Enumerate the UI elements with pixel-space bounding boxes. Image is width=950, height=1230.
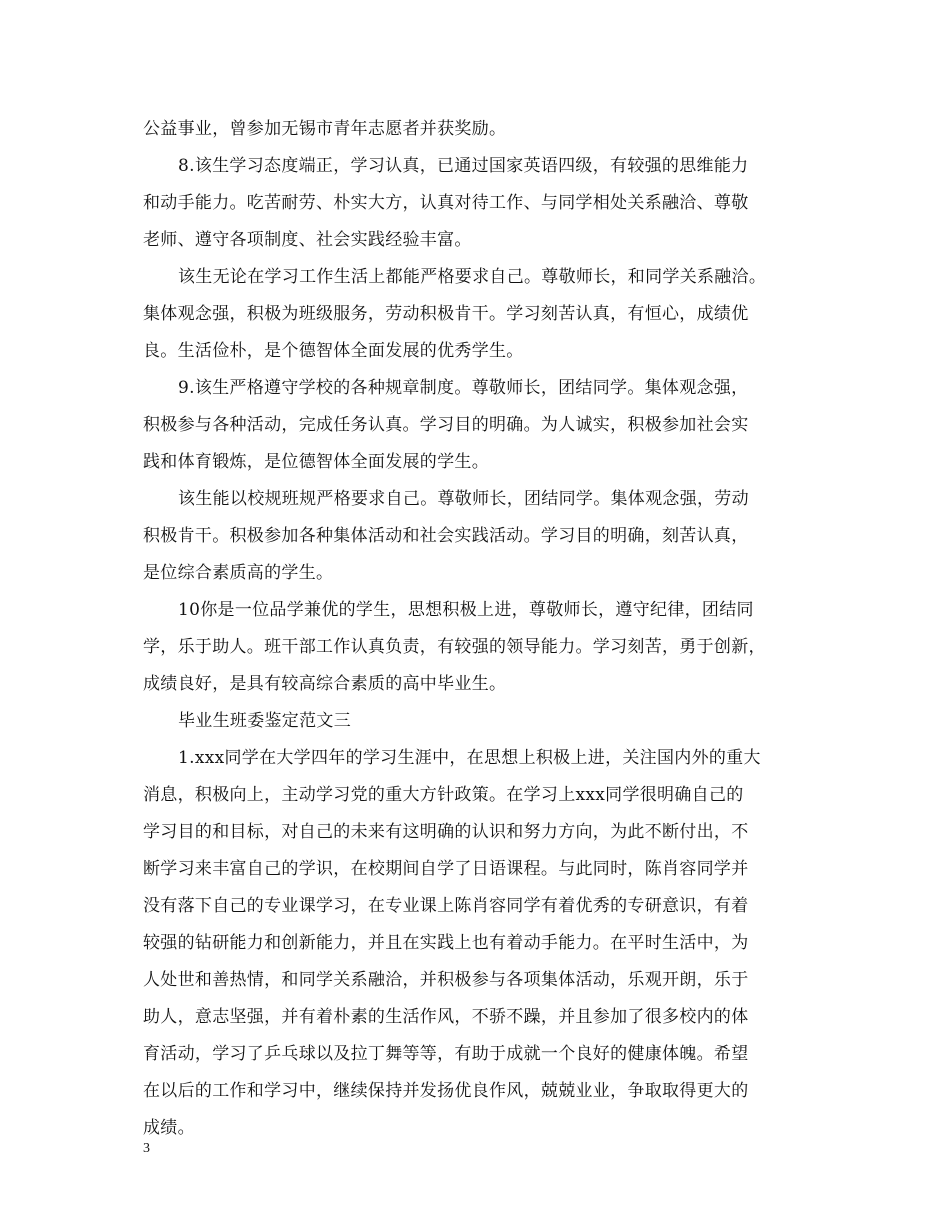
text-line: 消息，积极向上，主动学习党的重大方针政策。在学习上xxx同学很明确自己的 bbox=[143, 785, 744, 805]
text-line: 在以后的工作和学习中，继续保持并发扬优良作风，兢兢业业，争取取得更大的 bbox=[143, 1081, 749, 1101]
text-line: 9.该生严格遵守学校的各种规章制度。尊敬师长，团结同学。集体观念强， bbox=[178, 378, 749, 398]
text-line: 该生无论在学习工作生活上都能严格要求自己。尊敬师长，和同学关系融洽。 bbox=[178, 267, 767, 287]
text-line: 10你是一位品学兼优的学生，思想积极上进，尊敬师长，遵守纪律，团结同 bbox=[178, 600, 754, 620]
text-line: 较强的钻研能力和创新能力，并且在实践上也有着动手能力。在平时生活中，为 bbox=[143, 933, 749, 953]
text-line: 是位综合素质高的学生。 bbox=[143, 563, 334, 583]
text-line: 践和体育锻炼，是位德智体全面发展的学生。 bbox=[143, 452, 489, 472]
text-line: 公益事业，曾参加无锡市青年志愿者并获奖励。 bbox=[143, 119, 507, 139]
text-line: 该生能以校规班规严格要求自己。尊敬师长，团结同学。集体观念强，劳动 bbox=[178, 489, 749, 509]
text-line: 老师、遵守各项制度、社会实践经验丰富。 bbox=[143, 230, 472, 250]
text-line: 没有落下自己的专业课学习，在专业课上陈肖容同学有着优秀的专研意识，有着 bbox=[143, 896, 749, 916]
text-line: 助人，意志坚强，并有着朴素的生活作风，不骄不躁，并且参加了很多校内的体 bbox=[143, 1007, 749, 1027]
text-line: 8.该生学习态度端正，学习认真，已通过国家英语四级，有较强的思维能力 bbox=[178, 156, 749, 176]
text-line: 成绩。 bbox=[143, 1118, 195, 1138]
text-line: 积极参与各种活动，完成任务认真。学习目的明确。为人诚实，积极参加社会实 bbox=[143, 415, 749, 435]
text-line: 良。生活俭朴，是个德智体全面发展的优秀学生。 bbox=[143, 341, 524, 361]
text-line: 育活动，学习了乒乓球以及拉丁舞等等，有助于成就一个良好的健康体魄。希望 bbox=[143, 1044, 749, 1064]
text-line: 集体观念强，积极为班级服务，劳动积极肯干。学习刻苦认真，有恒心，成绩优 bbox=[143, 304, 749, 324]
text-line: 成绩良好，是具有较高综合素质的高中毕业生。 bbox=[143, 674, 507, 694]
text-line: 积极肯干。积极参加各种集体活动和社会实践活动。学习目的明确，刻苦认真， bbox=[143, 526, 749, 546]
text-line: 人处世和善热情，和同学关系融洽，并积极参与各项集体活动，乐观开朗，乐于 bbox=[143, 970, 749, 990]
text-line: 断学习来丰富自己的学识，在校期间自学了日语课程。与此同时，陈肖容同学并 bbox=[143, 859, 749, 879]
text-line: 学习目的和目标，对自己的未来有这明确的认识和努力方向，为此不断付出，不 bbox=[143, 822, 749, 842]
section-heading: 毕业生班委鉴定范文三 bbox=[178, 711, 351, 731]
page-number: 3 bbox=[143, 1141, 150, 1156]
text-line: 学，乐于助人。班干部工作认真负责，有较强的领导能力。学习刻苦，勇于创新， bbox=[143, 637, 766, 657]
text-line: 和动手能力。吃苦耐劳、朴实大方，认真对待工作、与同学相处关系融洽、尊敬 bbox=[143, 193, 749, 213]
text-line: 1.xxx同学在大学四年的学习生涯中，在思想上积极上进，关注国内外的重大 bbox=[178, 748, 761, 768]
